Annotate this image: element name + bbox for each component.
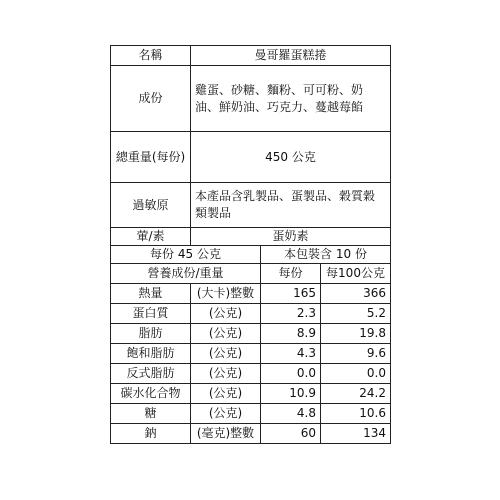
allergen-value: 本產品含乳製品、蛋製品、穀質穀類製品 <box>191 183 391 228</box>
nutrient-name: 飽和脂肪 <box>111 344 191 364</box>
diet-row <box>111 228 391 246</box>
ingredients-row <box>111 66 391 132</box>
weight-row <box>111 132 391 183</box>
nutrient-row <box>111 304 391 324</box>
weight-label: 總重量(每份) <box>111 132 191 183</box>
nutrition-table <box>110 245 391 444</box>
nutrient-per-100g: 5.2 <box>321 304 391 324</box>
nutrient-unit: (公克) <box>191 404 261 424</box>
allergen-label: 過敏原 <box>111 183 191 228</box>
allergen-row <box>111 183 391 228</box>
nutrient-per-serving: 165 <box>261 284 321 304</box>
nutrient-name: 碳水化合物 <box>111 384 191 404</box>
ingredients-value: 雞蛋、砂糖、麵粉、可可粉、奶油、鮮奶油、巧克力、蔓越莓餡 <box>191 66 391 132</box>
nutrient-name: 脂肪 <box>111 324 191 344</box>
nutrient-per-100g: 9.6 <box>321 344 391 364</box>
nutrient-per-serving: 2.3 <box>261 304 321 324</box>
serving-row <box>111 246 391 264</box>
nutrition-header-label: 營養成份/重量 <box>111 264 261 284</box>
nutrient-row <box>111 384 391 404</box>
nutrient-row <box>111 324 391 344</box>
nutrient-name: 蛋白質 <box>111 304 191 324</box>
col-per-100g-header: 每100公克 <box>321 264 391 284</box>
nutrient-row <box>111 344 391 364</box>
nutrient-row <box>111 404 391 424</box>
nutrient-per-100g: 19.8 <box>321 324 391 344</box>
nutrient-row <box>111 284 391 304</box>
nutrient-row <box>111 424 391 444</box>
name-label: 名稱 <box>111 46 191 66</box>
nutrient-unit: (公克) <box>191 304 261 324</box>
nutrient-per-100g: 24.2 <box>321 384 391 404</box>
nutrient-per-100g: 366 <box>321 284 391 304</box>
diet-label: 葷/素 <box>111 228 191 246</box>
nutrient-name: 反式脂肪 <box>111 364 191 384</box>
nutrient-name: 鈉 <box>111 424 191 444</box>
diet-value: 蛋奶素 <box>191 228 391 246</box>
nutrient-unit: (公克) <box>191 384 261 404</box>
nutrient-per-serving: 4.3 <box>261 344 321 364</box>
name-value: 曼哥羅蛋糕捲 <box>191 46 391 66</box>
serving-size: 每份 45 公克 <box>111 246 261 264</box>
nutrient-unit: (公克) <box>191 344 261 364</box>
nutrient-name: 糖 <box>111 404 191 424</box>
nutrient-per-100g: 10.6 <box>321 404 391 424</box>
nutrient-per-100g: 0.0 <box>321 364 391 384</box>
nutrient-unit: (公克) <box>191 364 261 384</box>
nutrient-name: 熱量 <box>111 284 191 304</box>
name-row <box>111 46 391 66</box>
nutrient-unit: (大卡)整數 <box>191 284 261 304</box>
nutrient-row <box>111 364 391 384</box>
nutrient-per-serving: 10.9 <box>261 384 321 404</box>
product-info-table <box>110 45 391 246</box>
weight-value: 450 公克 <box>191 132 391 183</box>
ingredients-label: 成份 <box>111 66 191 132</box>
nutrient-unit: (毫克)整數 <box>191 424 261 444</box>
servings-per-pack: 本包裝含 10 份 <box>261 246 391 264</box>
nutrient-per-serving: 60 <box>261 424 321 444</box>
nutrient-per-serving: 0.0 <box>261 364 321 384</box>
nutrient-unit: (公克) <box>191 324 261 344</box>
nutrient-per-100g: 134 <box>321 424 391 444</box>
product-label-sheet <box>110 45 390 444</box>
col-per-serving-header: 每份 <box>261 264 321 284</box>
nutrient-per-serving: 8.9 <box>261 324 321 344</box>
nutrition-header-row <box>111 264 391 284</box>
nutrient-per-serving: 4.8 <box>261 404 321 424</box>
